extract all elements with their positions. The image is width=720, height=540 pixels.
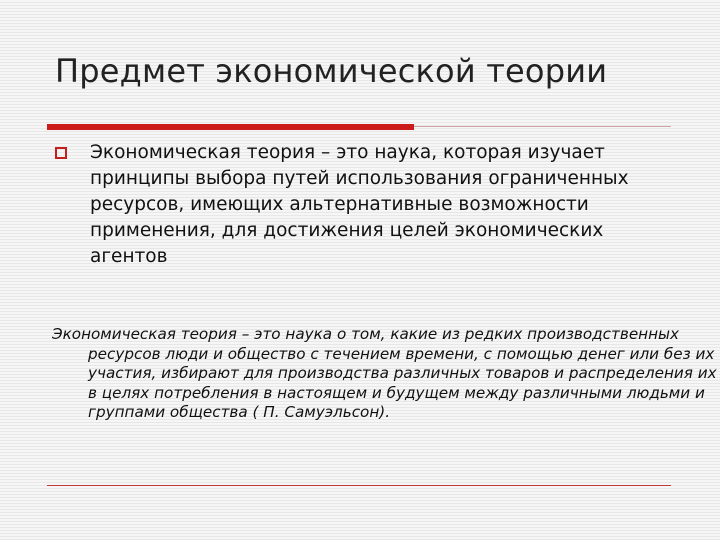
samuelson-definition-quote: Экономическая теория – это наука о том, какие из редких производственных ресурсов люди и общество с течением времени, с помощью денег или без их участия, избирают для производства различных товаров и распределения их в целях потребления в настоящем и будущем между различными людьми и группами общества ( П. Самуэльсон). (52, 325, 717, 421)
title-accent-bar (47, 124, 414, 130)
slide-title: Предмет экономической теории (55, 52, 608, 90)
definition-bullet-text: Экономическая теория – это наука, которая изучает принципы выбора путей использования ограниченных ресурсов, имеющих альтернативные возможности применения, для достижения целей экономических агентов (90, 142, 629, 267)
hollow-square-bullet-icon (55, 147, 67, 159)
bottom-divider-line (47, 485, 671, 486)
